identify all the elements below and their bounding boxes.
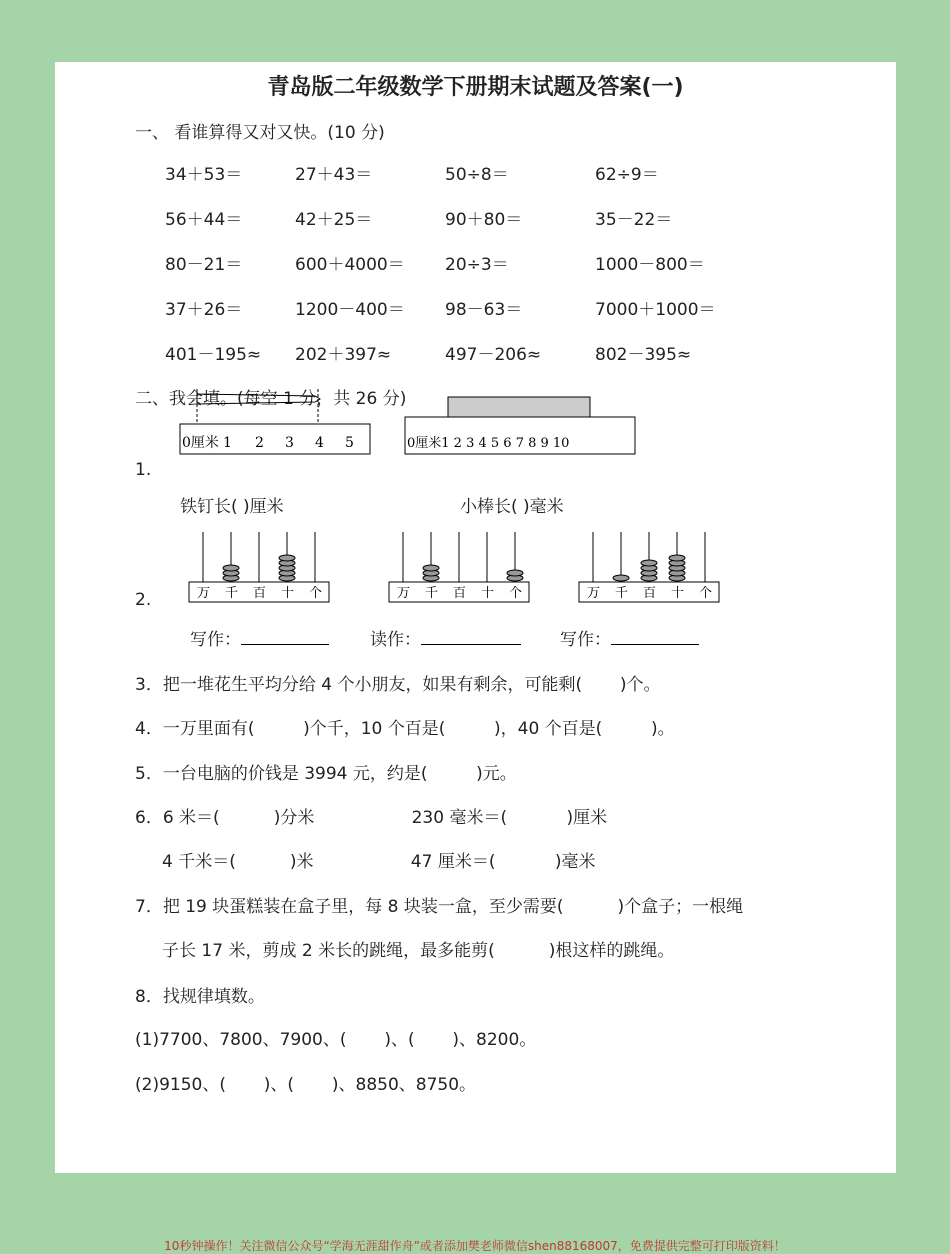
- section1-heading: 一、 看谁算得又对又快。(10 分): [135, 123, 385, 143]
- question-item: 子长 17 米，剪成 2 米长的跳绳，最多能剪( )根这样的跳绳。: [135, 941, 675, 961]
- calc-problem: 1000－800＝: [595, 255, 705, 275]
- abacus-bead: [613, 575, 629, 581]
- write-read-label: 写作：: [560, 625, 699, 650]
- abacus: [578, 527, 723, 607]
- place-label: 千: [225, 586, 239, 601]
- write-read-label: 写作：: [190, 625, 329, 650]
- abacus-bead: [641, 560, 657, 566]
- section2-heading: 二、我会填。(每空 1 分，共 26 分): [135, 389, 407, 409]
- question-item: 4．一万里面有( )个千，10 个百是( )，40 个百是( )。: [135, 719, 675, 739]
- abacus-bead: [279, 555, 295, 561]
- svg-text:0厘米1 2 3 4 5 6 7 8 9 10: 0厘米1 2 3 4 5 6 7 8 9 10: [407, 436, 570, 451]
- q2-number: 2.: [135, 590, 152, 610]
- place-label: 万: [197, 586, 211, 601]
- calc-problem: 1200－400＝: [295, 300, 405, 320]
- q1-stick-blank: 小棒长( )毫米: [460, 497, 564, 517]
- calc-problem: 50÷8＝: [445, 165, 509, 185]
- answer-line[interactable]: [421, 644, 521, 645]
- abacus: [188, 527, 333, 607]
- question-item: 6．6 米＝( )分米 230 毫米＝( )厘米: [135, 808, 608, 828]
- nail-shape: [197, 392, 320, 406]
- q1-nail-blank: 铁钉长( )厘米: [180, 497, 284, 517]
- svg-text:1: 1: [223, 435, 232, 451]
- question-item: 7．把 19 块蛋糕装在盒子里，每 8 块装一盒，至少需要( )个盒子；一根绳: [135, 897, 744, 917]
- calc-problem: 62÷9＝: [595, 165, 659, 185]
- exam-paper: [55, 62, 896, 1173]
- abacus-bead: [669, 555, 685, 561]
- q1-number: 1.: [135, 460, 152, 480]
- calc-problem: 37＋26＝: [165, 300, 243, 320]
- svg-text:3: 3: [285, 435, 294, 451]
- place-label: 万: [397, 586, 411, 601]
- footer-banner: 10秒钟操作！关注微信公众号“学海无涯甜作舟”或者添加樊老师微信shen88168007，免费提供完整可打印版资料！: [164, 1239, 786, 1253]
- answer-line[interactable]: [611, 644, 699, 645]
- calc-problem: 7000＋1000＝: [595, 300, 716, 320]
- calc-problem: 42＋25＝: [295, 210, 373, 230]
- nail-ruler: [180, 389, 370, 454]
- rulers-figure: [175, 387, 645, 477]
- calc-problem: 56＋44＝: [165, 210, 243, 230]
- question-item: 3．把一堆花生平均分给 4 个小朋友，如果有剩余，可能剩( )个。: [135, 675, 661, 695]
- calc-problem: 802－395≈: [595, 345, 692, 365]
- answer-line[interactable]: [241, 644, 329, 645]
- svg-text:4: 4: [315, 435, 324, 451]
- calc-problem: 35－22＝: [595, 210, 673, 230]
- calc-problem: 34＋53＝: [165, 165, 243, 185]
- calc-problem: 497－206≈: [445, 345, 542, 365]
- calc-problem: 27＋43＝: [295, 165, 373, 185]
- calc-problem: 600＋4000＝: [295, 255, 405, 275]
- place-label: 百: [453, 586, 467, 601]
- calc-problem: 80－21＝: [165, 255, 243, 275]
- place-label: 千: [425, 586, 439, 601]
- place-label: 百: [253, 586, 267, 601]
- calc-problem: 401－195≈: [165, 345, 262, 365]
- abacus-bead: [507, 570, 523, 576]
- place-label: 个: [509, 586, 523, 601]
- calc-problem: 98－63＝: [445, 300, 523, 320]
- question-item: 4 千米＝( )米 47 厘米＝( )毫米: [135, 852, 596, 872]
- place-label: 万: [587, 586, 601, 601]
- abacus-bead: [423, 565, 439, 571]
- place-label: 十: [281, 586, 295, 601]
- place-label: 个: [699, 586, 713, 601]
- abacus: [388, 527, 533, 607]
- abacus-bead: [223, 565, 239, 571]
- question-item: 8．找规律填数。: [135, 987, 265, 1007]
- question-item: (1)7700、7800、7900、( )、( )、8200。: [135, 1030, 537, 1050]
- place-label: 十: [671, 586, 685, 601]
- stick-ruler: [405, 397, 635, 454]
- calc-problem: 20÷3＝: [445, 255, 509, 275]
- svg-text:2: 2: [255, 435, 264, 451]
- svg-text:5: 5: [345, 435, 354, 451]
- place-label: 千: [615, 586, 629, 601]
- calc-problem: 90＋80＝: [445, 210, 523, 230]
- question-item: (2)9150、( )、( )、8850、8750。: [135, 1075, 477, 1095]
- question-item: 5．一台电脑的价钱是 3994 元，约是( )元。: [135, 764, 517, 784]
- place-label: 十: [481, 586, 495, 601]
- place-label: 个: [309, 586, 323, 601]
- write-read-label: 读作：: [370, 625, 521, 650]
- ruler-unit-label: 0厘米: [182, 435, 219, 451]
- calc-problem: 202＋397≈: [295, 345, 392, 365]
- page-title: 青岛版二年级数学下册期末试题及答案(一): [267, 75, 684, 100]
- place-label: 百: [643, 586, 657, 601]
